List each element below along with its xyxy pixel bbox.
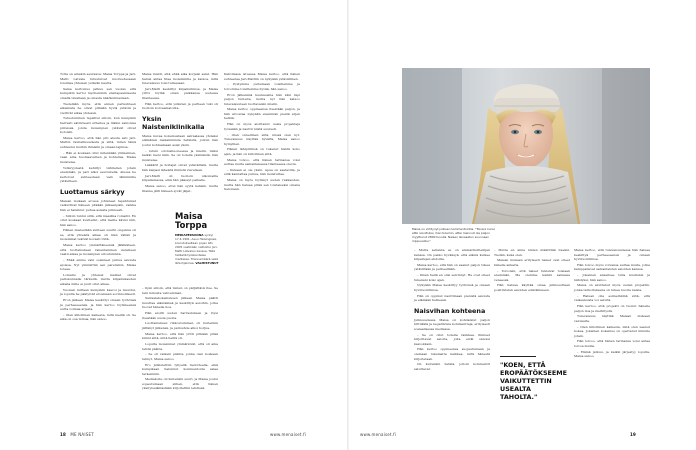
paragraph: Nykyään Maisa keskittyy työhönsä ja omaan hyvinvointiinsa. [414, 283, 490, 292]
paragraph: – Se oli vaikein päätös, jonka olen koskaan tehnyt, Maisa sanoo. [142, 352, 218, 361]
paragraph: Hän on myös aloittanut uusia projekteja työssään ja nauttii niistä suuresti. [224, 122, 300, 131]
paragraph: Mediakohu oli kuitenkin suuri, ja Maisa joutui sopeutumaan siihen, että hänen yksityiselämästään kirjoitettiin lehdissä. [142, 377, 218, 391]
paragraph: Vuosien mittaan kumpikin kasvoi ja muuttui, ja lopulta he päätyivät eroamaan sovinnollisesti. [60, 287, 136, 297]
paragraph: Maisan mukaan erossa johtaneet tapahtumat vaikuttivat häneen pitkään jälkeenpäin, vaikka hän ei halunnut puhua asiasta julkisesti. [60, 198, 136, 212]
paragraph: – Olen onnellinen siitä, missä olen nyt. Tulevaisuus näyttää hyvältä, Maisa sanoo hymyillen. [224, 132, 300, 146]
paragraph: Hän haluaa käyttää omaa julkisuuttaan positiivisten asioiden edistämiseen. [494, 283, 570, 292]
paragraph: Maisa on myös löytänyt uuden rakkauden, mutta hän haluaa pitää sen toistaiseksi omana tietonaan. [224, 178, 300, 192]
paragraph: Hänen mielestään suhteen suurin ongelma oli se, että yhteistä aikaa oli liian vähän ja molemmat tekivät kovasti töitä. [60, 228, 136, 242]
paragraph: Maisan mukaan erityisesti naiset ovat olleet hänelle ankaria. [494, 258, 570, 267]
left-footer-site: www.menaiset.fi [270, 432, 307, 437]
paragraph: Maisa sanoo, ettei hän syytä ketään, mutta tilanne jätti häneen syvät jäljet. [142, 183, 218, 193]
paragraph: Luottamuksen rikkoutuminen oli kuitenkin jättänyt jälkensä, ja parisuhde alkoi horjua. [142, 321, 218, 330]
paragraph: – Haluan olla esimerkkinä siitä, että vaikeuksista voi selvitä. [574, 293, 650, 303]
paragraph: Maisa toivoo, että hänen tarinansa voisi auttaa muita samanlaisessa tilanteessa olevia. [224, 157, 300, 167]
paragraph: Hän kertoo, että projekti on tuonut hänelle paljon iloa ja merkitystä. [574, 303, 650, 313]
paragraph: Sama kertomus jatkuu sen vuoksi, että kumpikin kertoi myöhemmin ensitapaamisesta omalla tavallaan ja omasta näkökulmastaan. [60, 86, 136, 100]
paragraph: – Elämä jatkuu, ja kaikki järjestyy lopulta, Maisa sanoo. [574, 349, 650, 359]
paragraph: – Opin silloin, että minun on pärjättävä itse. Se teki minusta vahvemman. [142, 286, 218, 295]
paragraph: Hän on oppinut nauttimaan pienistä asioista ja elämään hetkessä. [414, 293, 490, 303]
paragraph: Hänen lähipiirinsä on tukenut häntä koko ajan, ja hän on kiitollinen siitä. [224, 147, 300, 156]
paragraph: – Hän ei koskaan ollut mitenkään ylimielinen, vaan aina huomaavainen ja kohtelias, Maisa muistelee. [60, 150, 136, 164]
portrait-photo [402, 68, 650, 224]
paragraph: – Kukaan ei ole yksin. Apua on saatavilla, ja siitä kannattaa puhua, hän muistuttaa. [224, 167, 300, 177]
paragraph: – Toivoisin, että naiset tukisivat toisiaan enemmän. Me olemme kaikki samassa veneessä. [494, 268, 570, 282]
paragraph: Jari-Matti oli tuolloin ulkomailla kilpailemassa, eikä hän päässyt paikalle. [142, 173, 218, 183]
paragraph: – Olen kiitollinen kaikesta, mitä meillä oli. Se aika on osa minua, hän sanoo. [60, 312, 136, 322]
paragraph: – Se on ollut todella rankkaa. Ihmiset kirjoittavat asioita, joita eivät sanoisi kasvokkain. [414, 332, 490, 346]
paragraph: Totta on ainakin seuraava: Maisa Torppa ja Jari-Matti Latvala tutustuivat nuoruudessaan toisiinsa yhteisen ystävän kautta. [60, 72, 136, 86]
paragraph: – Mutta en anna niiden määrittää itseäni. Tiedän, kuka olen. [494, 248, 570, 257]
paragraph: Tiedetään myös, että ennen parisuhteen alkamista he olivat pitkään hyviä ystäviä ja viettivät aikaa yhdessä. [60, 101, 136, 115]
paragraph: Tutustuminen tapahtui silloin, kun kumpikin harrasti aktiivisesti urheilua ja liikkui samoissa piireissä, joista molempien ystävät olivat kotoisin. [60, 116, 136, 135]
photo-caption: Maisa on viihtynyt julkisen kommentointia. "Toiveni kunui että noiviltuksi, ihan tulemin, ettei meinnut ole paljon myyttunut 2800 tuvulla. Naisen lainsaatun suunnaan riippuvaiksi." [412, 227, 496, 243]
section-heading: Luottamus särkyy [60, 187, 125, 196]
paragraph: Eron jälkeisinä kuukausina hän kävi läpi paljon tunteita, mutta nyt hän katsoo tulevaisuuteen luottavaisin mielin. [224, 92, 300, 106]
paragraph: Maisa kertoo ymmärtäneensä jälkikäteen, että luottamuksen rakentaminen uudelleen vaatii aikaa ja molempien sitoutumista. [60, 243, 136, 257]
paragraph: Hän aloitti uuden harrastuksen ja löysi itsestään uusia puolia. [142, 311, 218, 320]
paragraph: Lomailu ja yhteiset matkat olivat pariskunnalle tärkeitä, mutta kilpailukauden aikana niille ei juuri ollut aikaa. [60, 272, 136, 286]
portrait-illustration [402, 68, 650, 224]
paragraph: Maisa kertoo, että hän on saanut paljon tukea ystäviltään ja perheeltään. [414, 262, 490, 272]
section-heading: Naisvihan kohteena [414, 306, 486, 315]
paragraph: Eron jälkeen Maisa keskittyi omaan työhönsä ja perheeseensä, ja hän kertoo löytäneensä uutta voimaa arjesta. [60, 297, 136, 312]
right-footer-page: 19 [630, 432, 636, 437]
paragraph: Hän toivoo, että hänen tarinansa voisi antaa toivoa muille. [574, 339, 650, 348]
paragraph: Maisa on aloittanut myös uuden projektin, jonka tarkoituksena on tukea nuoria naisia. [574, 283, 650, 292]
fact-box-text: MEDIAPERSOONA syntyi 17.4.1991, Asuu Helsingissä, koulutukseltaan pojan äiti. 2005 vastikään valikoitui Jari-Matti Latvalan kanssa. Tällä hetkellä työskentelee mediassa. Tilannemäärä sekä lähiohjelmaa. VALMISTUNUT [175, 233, 219, 265]
paragraph: – Mutta sellaista se on ammattiurheilijan kanssa. On pakko hyväksyä, että elämä kulkee kilpailujen ehdoilla. [414, 248, 490, 262]
paragraph: Maisa kuvaa kokemustaan sairaalassa yhdeksi elämänsä raskaimmista hetkistä, jolloin hän joutui kohtaamaan asiat yksin. [142, 133, 218, 147]
paragraph: Lääkärit ja hoitajat olivat ystävällisiä, mutta hän kaipasi läheistä ihmistä vierelleen. [142, 163, 218, 172]
paragraph: Maisa kertoo, että hän yritti pitkään pitää kiinni siitä, mitä heillä oli. [142, 331, 218, 341]
paragraph: – Istuin odotushuoneessa ja mietin, miksi kaikki meni näin. Se oli todella yksinäistä, hän muistelee. [142, 148, 218, 162]
paragraph: Jari-Matti keskittyi kilpailuihinsa, ja Maisa yritti löytää oman paikkansa uudessa tilanteessa. [142, 86, 218, 100]
fact-box [175, 212, 219, 265]
paragraph: – Silloin tuntui siltä, että maailma romahti. En ollut koskaan kuvitellut, että meille kävisi niin, hän sanoo. [60, 213, 136, 227]
paragraph: Hän kertoo oppineensa suojautumaan ja olemaan lukematta kaikkea, mitä hänestä kirjoitetaan. [414, 347, 490, 361]
left-footer: 18 ME NAISET [60, 432, 94, 437]
section-heading: Yksin Naisteniklinikalla [142, 114, 205, 131]
paragraph: Sairaalakokemuksen jälkeen Maisa päätti muuttaa elämäänsä ja keskittyä asioihin, jotka tuovat hänelle iloa. [142, 296, 218, 310]
pull-quote-rule [500, 356, 536, 357]
paragraph: Lopulta molemmat ymmärsivät, että oli aika tehdä päätös. [142, 341, 218, 351]
pull-quote-text: "KOEN, ETTÄ EROPÄÄTÖKSEEME VAIKUTTETTIN USEALTA TAHOLTA." [500, 361, 568, 402]
paragraph: Maisa kertoo oppineensa itsestään paljon, ja hän arvostaa nykyään enemmän pieniä arjen hetkiä. [224, 107, 300, 121]
paragraph: Ystävyydestä kehittyi vähitellen jotain enemmän, ja pari alkoi seurustella. Alussa he kertoivat suhteestaan vain lähimmille ystävilleen. [60, 165, 136, 184]
paragraph: – Ehkä emme vain osanneet puhua asioista ajoissa. Nyt ymmärrän sen paremmin, Maisa toteaa. [60, 258, 136, 272]
paragraph: Maisa mietti, että ehkä aika korjaisi asiat. Hän halusi antaa tilaa molemmille ja katsoa, mitä tulevaisuus toisi tullessaan. [142, 72, 218, 86]
paragraph: Julkisuudessa Maisa on kohdannut paljon kritiikkiä ja negatiivisia kommentteja, erityisesti sosiaalisessa mediassa. [414, 317, 490, 331]
paragraph: Hän toivoo myös voivansa auttaa muita, jotka kamppailevat samanlaisten asioiden kanssa. [574, 262, 650, 272]
paragraph: Tulevaisuus näyttää Maisan mukaan valoisalta. [574, 314, 650, 323]
fact-box-name: Maisa Torppa [175, 211, 208, 230]
paragraph: Maisa kertoo, että tulevaisuudessa hän haluaa keskittyä perheeseensä ja omaan hyvinvointiinsa. [574, 248, 650, 262]
paragraph: – Ilman heitä en olisi selvinnyt. He ovat olleet tukenani koko ajan. [414, 273, 490, 282]
paragraph: Kahvilassa istuessa Maisa kertoo, että hänen suhteensa Jari-Mattiin on nykyään ystävällinen. [224, 72, 300, 81]
pull-quote [500, 356, 566, 401]
paragraph: Ero julkistettiin lyhyellä tiedotteella, eikä kumpikaan halunnut kommentoida asiaa tarkemmin. [142, 362, 218, 376]
left-column-2 [142, 72, 218, 212]
paragraph: – Pystymme puhumaan toisillemme ja toivomme toisillemme hyvää, hän sanoo. [224, 82, 300, 91]
left-column-1 [60, 72, 136, 323]
right-column-3 [574, 248, 650, 360]
left-column-2-beside-sidebar [142, 214, 172, 286]
left-column-3 [224, 72, 300, 193]
paragraph: – Jokainen ansaitsee tulla kuulluksi ja nähdyksi, hän sanoo. [574, 273, 650, 282]
right-column-1 [414, 248, 490, 373]
paragraph: On kuitenkin hetkiä, jolloin kommentit satuttavat. [414, 362, 490, 371]
paragraph: Hän kertoo, että ystävien ja perheen tuki oli tuolloin korvaamatonta. [142, 101, 218, 111]
right-footer-site: www.menaiset.fi [360, 432, 397, 437]
paragraph: Maisa kertoo, että hän piti alusta asti Jari-Mattin rauhallisuudesta ja siitä, miten tämä suhtautui muihin ihmisiin ja omaan lajiinsa. [60, 135, 136, 149]
paragraph: – Olen kiitollinen kaikesta, mitä olen saanut kokea. Jokainen kokemus on opettanut minulle jotain. [574, 324, 650, 338]
left-column-2-bottom [142, 286, 218, 392]
right-column-2 [494, 248, 570, 348]
page-gutter [347, 0, 349, 450]
